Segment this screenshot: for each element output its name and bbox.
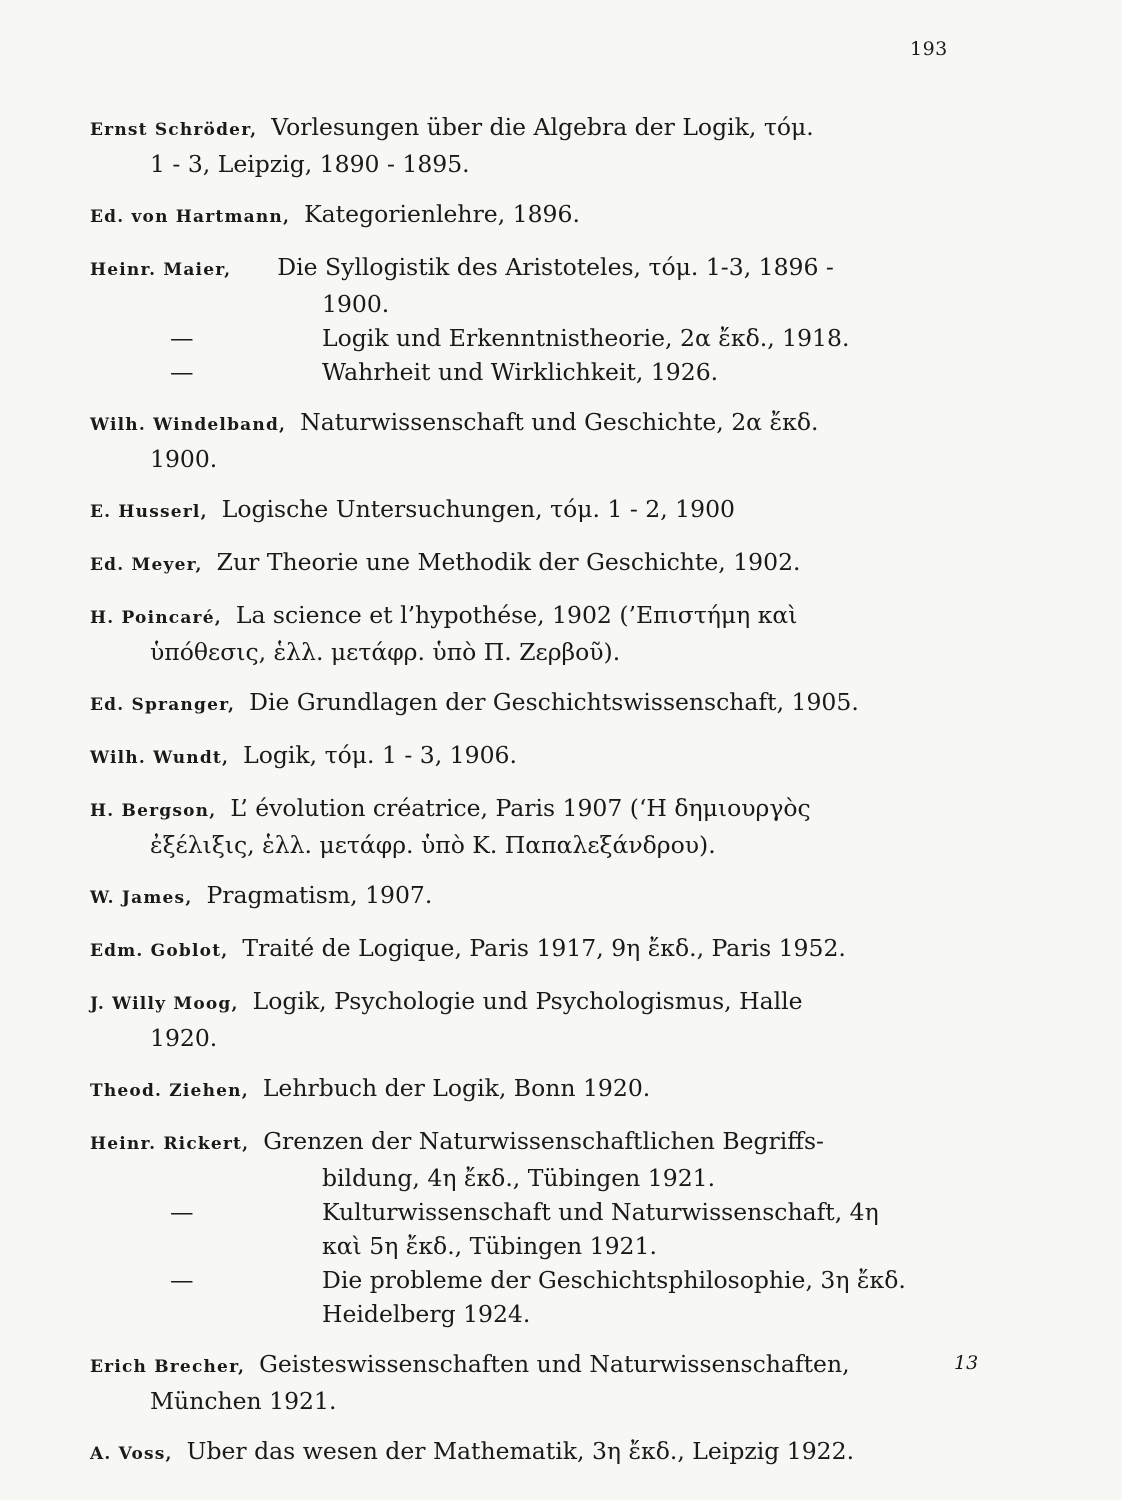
bibliography-list: [90, 110, 970, 1487]
entry-title: Grenzen der Naturwissenschaftlichen Begriffs-: [263, 1127, 824, 1155]
entry-author: J. Willy Moog,: [90, 994, 239, 1014]
entry-title: Lehrbuch der Logik, Bonn 1920.: [262, 1074, 651, 1102]
entry-author: W. James,: [90, 888, 193, 908]
bibliography-entry: [90, 405, 970, 476]
entry-title: Kategorienlehre, 1896.: [304, 200, 580, 228]
printer-signature-mark: 13: [954, 1352, 979, 1374]
ditto-dash: —: [170, 358, 194, 386]
entry-continuation: ἐξέλιξις, ἑλλ. μετάφρ. ὑπὸ Κ. Παπαλεξάνδρου).: [150, 831, 716, 859]
ditto-dash: —: [170, 1198, 194, 1226]
entry-title: Die Grundlagen der Geschichtswissenschaft, 1905.: [249, 688, 859, 716]
bibliography-entry: [90, 598, 970, 669]
entry-continuation: καὶ 5η ἔκδ., Tübingen 1921.: [322, 1232, 657, 1260]
entry-continuation: 1920.: [150, 1024, 218, 1052]
entry-author: H. Poincaré,: [90, 608, 222, 628]
bibliography-entry: [90, 878, 970, 915]
entry-title: Naturwissenschaft und Geschichte, 2α ἔκδ.: [300, 408, 819, 436]
entry-author: E. Husserl,: [90, 502, 208, 522]
bibliography-entry: [90, 545, 970, 582]
bibliography-entry: [90, 110, 970, 181]
entry-subtitle: Logik und Erkenntnistheorie, 2α ἔκδ., 1918.: [322, 324, 850, 352]
bibliography-entry: [90, 738, 970, 775]
entry-author: Ernst Schröder,: [90, 120, 258, 140]
entry-subtitle: Kulturwissenschaft und Naturwissenschaft, 4η: [322, 1198, 879, 1226]
entry-title: Logik, Psychologie und Psychologismus, Halle: [252, 987, 803, 1015]
entry-title: Logik, τόμ. 1 - 3, 1906.: [243, 741, 517, 769]
entry-author: Edm. Goblot,: [90, 941, 229, 961]
entry-title: L’ évolution créatrice, Paris 1907 (‘Η δημιουργὸς: [230, 794, 811, 822]
entry-title: Die Syllogistik des Aristoteles, τόμ. 1-3, 1896 -: [277, 253, 834, 281]
entry-continuation: München 1921.: [150, 1387, 337, 1415]
entry-title: Logische Untersuchungen, τόμ. 1 - 2, 1900: [221, 495, 735, 523]
ditto-dash: —: [170, 324, 194, 352]
entry-title: Zur Theorie une Methodik der Geschichte, 1902.: [216, 548, 801, 576]
entry-author: Wilh. Wundt,: [90, 748, 230, 768]
entry-continuation: 1 - 3, Leipzig, 1890 - 1895.: [150, 150, 470, 178]
entry-title: Traité de Logique, Paris 1917, 9η ἔκδ., Paris 1952.: [242, 934, 846, 962]
entry-author: Erich Brecher,: [90, 1357, 246, 1377]
entry-author: Theod. Ziehen,: [90, 1081, 249, 1101]
page-number: 193: [910, 38, 948, 60]
entry-title: Geisteswissenschaften und Naturwissenschaften,: [259, 1350, 850, 1378]
bibliography-entry: [90, 791, 970, 862]
entry-continuation: 1900.: [322, 290, 390, 318]
entry-title: La science et l’hypothése, 1902 (’Επιστήμη καὶ: [235, 601, 798, 629]
entry-continuation: Heidelberg 1924.: [322, 1300, 531, 1328]
entry-author: Wilh. Windelband,: [90, 415, 287, 435]
entry-title: Pragmatism, 1907.: [206, 881, 433, 909]
bibliography-entry: [90, 984, 970, 1055]
entry-author: Ed. von Hartmann,: [90, 207, 291, 227]
entry-author: Heinr. Rickert,: [90, 1134, 250, 1154]
entry-author: H. Bergson,: [90, 801, 217, 821]
entry-author: Heinr. Maier,: [90, 260, 232, 280]
entry-subtitle: Wahrheit und Wirklichkeit, 1926.: [322, 358, 719, 386]
ditto-dash: —: [170, 1266, 194, 1294]
bibliography-entry: [90, 931, 970, 968]
entry-continuation: ὑπόθεσις, ἑλλ. μετάφρ. ὑπὸ Π. Ζερβοῦ).: [150, 638, 621, 666]
entry-continuation: bildung, 4η ἔκδ., Tübingen 1921.: [322, 1164, 716, 1192]
bibliography-entry: [90, 685, 970, 722]
bibliography-entry: [90, 197, 970, 234]
entry-author: Ed. Meyer,: [90, 555, 203, 575]
bibliography-entry: [90, 1071, 970, 1108]
entry-title: Uber das wesen der Mathematik, 3η ἔκδ., Leipzig 1922.: [186, 1437, 855, 1465]
bibliography-entry: [90, 1434, 970, 1471]
entry-subtitle: Die probleme der Geschichtsphilosophie, 3η ἔκδ.: [322, 1266, 906, 1294]
bibliography-entry: [90, 1124, 970, 1331]
entry-continuation: 1900.: [150, 445, 218, 473]
entry-title: Vorlesungen über die Algebra der Logik, τόμ.: [271, 113, 814, 141]
bibliography-entry: [90, 492, 970, 529]
entry-author: A. Voss,: [90, 1444, 173, 1464]
bibliography-entry: [90, 250, 970, 389]
bibliography-entry: [90, 1347, 970, 1418]
entry-author: Ed. Spranger,: [90, 695, 236, 715]
